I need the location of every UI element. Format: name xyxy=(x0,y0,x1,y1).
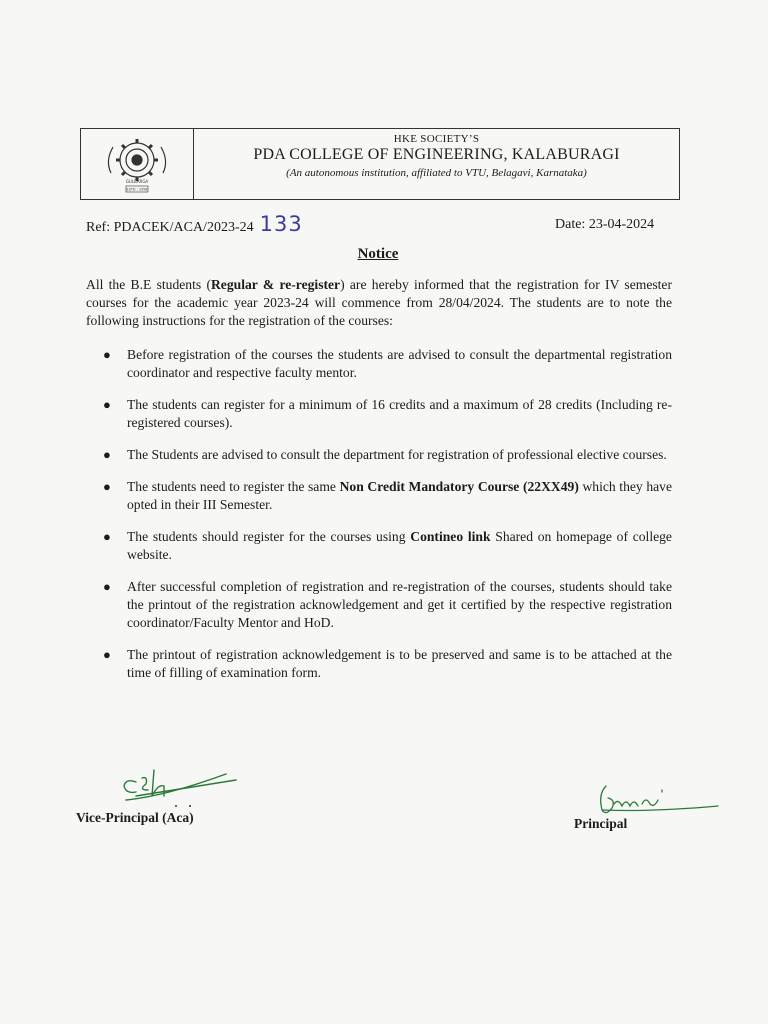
intro-text-post: ) are hereby informed that the registration for IV semester courses for the academic year 2023-24 will commence from 28/04/2024. The students are to note the following instructions for the registration of the courses: xyxy=(86,277,672,328)
reference-line xyxy=(86,212,303,236)
reference-label: Ref: PDACEK/ACA/2023-24 xyxy=(86,220,254,235)
instruction-text: The students need to register the same xyxy=(127,479,340,494)
principal-signature-icon xyxy=(572,776,732,846)
intro-paragraph xyxy=(86,276,672,330)
logo-caption: GULBARGA xyxy=(125,179,149,184)
instruction-item xyxy=(100,396,672,432)
bullet-icon: ● xyxy=(103,397,111,412)
vice-principal-label: Vice-Principal (Aca) xyxy=(76,810,194,825)
instruction-text-post: which they have opted in their III Semester. xyxy=(127,479,672,512)
intro-text-bold: Regular & re-register xyxy=(210,277,341,292)
instruction-item xyxy=(100,346,672,382)
bullet-icon: ● xyxy=(103,647,111,662)
bullet-icon: ● xyxy=(103,579,111,594)
bullet-icon: ● xyxy=(103,529,111,544)
college-tagline: (An autonomous institution, affiliated to VTU, Belagavi, Karnataka) xyxy=(286,167,587,179)
principal-label: Principal xyxy=(574,816,628,831)
gear-emblem-icon xyxy=(97,133,177,195)
instruction-text: The students should register for the courses using xyxy=(127,529,411,544)
bullet-icon: ● xyxy=(103,447,111,462)
logo-estd: ESTD : 1958 xyxy=(126,187,148,192)
instruction-text: The students can register for a minimum of 16 credits and a maximum of 28 credits (Including re-registered courses). xyxy=(127,397,672,430)
instruction-text: The Students are advised to consult the department for registration of professional elective courses. xyxy=(127,447,667,462)
notice-date: Date: 23-04-2024 xyxy=(555,217,655,232)
notice-title: Notice xyxy=(357,246,399,262)
letterhead-text xyxy=(194,129,679,199)
instruction-item xyxy=(100,446,672,464)
bullet-icon: ● xyxy=(103,347,111,362)
bullet-icon: ● xyxy=(103,479,111,494)
instruction-item xyxy=(100,646,672,682)
letterhead xyxy=(80,128,680,200)
college-logo xyxy=(81,129,194,199)
intro-text-pre: All the B.E students ( xyxy=(86,277,211,292)
society-name: HKE SOCIETY’S xyxy=(393,133,480,145)
instruction-text-post: Shared on homepage of college website. xyxy=(127,529,672,562)
instruction-item xyxy=(100,578,672,632)
instruction-text: After successful completion of registration and re-registration of the courses, students should take the printout of the registration acknowledgement and get it certified by the respective registration coordinator/Faculty Mentor and HoD. xyxy=(127,579,672,630)
college-name: PDA COLLEGE OF ENGINEERING, KALABURAGI xyxy=(253,146,620,163)
instruction-bold: Contineo link xyxy=(410,529,491,544)
instruction-list xyxy=(100,346,672,696)
reference-number: 133 xyxy=(259,212,303,236)
instruction-item xyxy=(100,478,672,514)
vice-principal-signature-icon xyxy=(76,766,256,846)
instruction-text: The printout of registration acknowledgement is to be preserved and same is to be attached at the time of filling of examination form. xyxy=(127,647,672,680)
instruction-text: Before registration of the courses the students are advised to consult the departmental registration coordinator and respective faculty mentor. xyxy=(127,347,672,380)
instruction-bold: Non Credit Mandatory Course (22XX49) xyxy=(339,479,579,494)
instruction-item xyxy=(100,528,672,564)
